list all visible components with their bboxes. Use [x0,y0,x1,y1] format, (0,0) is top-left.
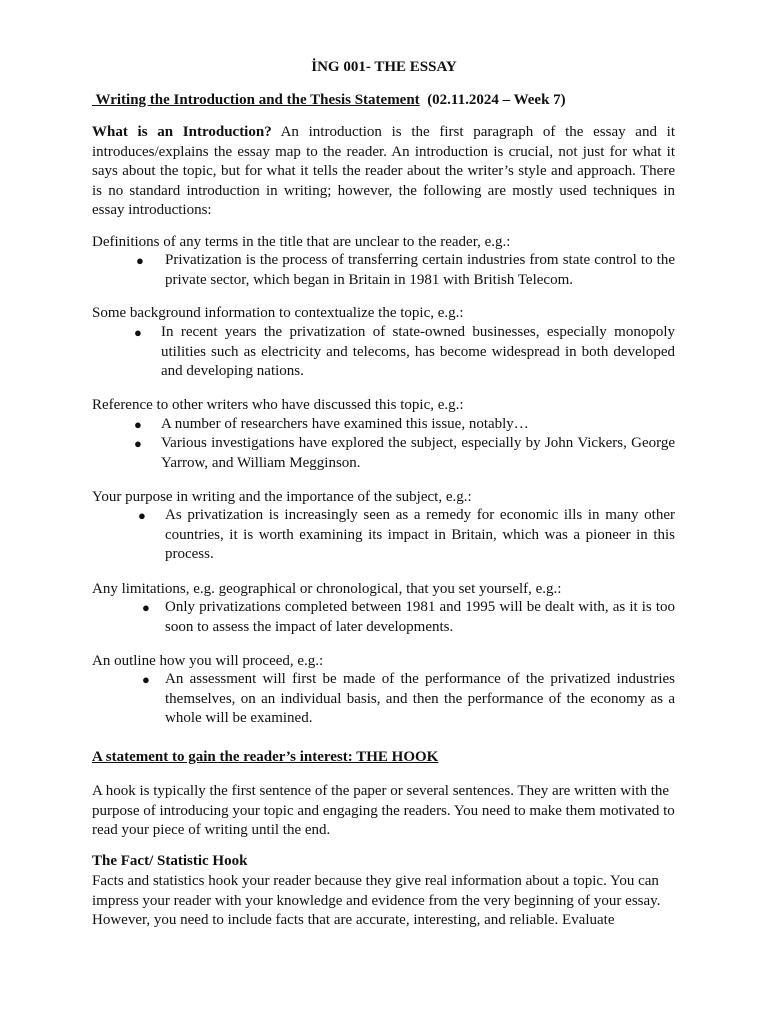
intro-text: An introduction is the first paragraph of the essay and it introduces/explains the essay map to the reader. An introduction is crucial, not just for what it says about the topic, but for what it tells the reader about the writer’s style and approach. There is no standard introduction in writing; however, the following are mostly used techniques in essay introductions: [92,124,675,218]
fact-heading: The Fact/ Statistic Hook [92,853,248,869]
hook-paragraph: A hook is typically the first sentence of the paper or several sentences. They are written with the purpose of introducing your topic and engaging the readers. You need to make them motivated to read your piece of writing until the end. [92,783,675,838]
bullet-dot: ● [134,417,142,432]
section-label-outline: An outline how you will proceed, e.g.: [92,653,324,669]
bullet-dot: ● [142,672,150,687]
hook-heading: A statement to gain the reader’s interest: THE HOOK [92,749,439,765]
intro-lead: What is an Introduction? [92,124,272,140]
section-label-references: Reference to other writers who have discussed this topic, e.g.: [92,397,464,413]
section-label-limitations: Any limitations, e.g. geographical or chronological, that you set yourself, e.g.: [92,581,562,597]
bullet-item: As privatization is increasingly seen as a remedy for economic ills in many other countries, it is worth examining its impact in Britain, which was a pioneer in this process. [165,507,675,562]
fact-paragraph: Facts and statistics hook your reader because they give real information about a topic. You can impress your reader with your knowledge and evidence from the very beginning of your essay. However, you need to include facts that are accurate, interesting, and reliable. Evaluate [92,873,661,928]
intro-paragraph [92,123,675,221]
section-label-definitions: Definitions of any terms in the title that are unclear to the reader, e.g.: [92,234,511,250]
document-subtitle [92,91,566,110]
subtitle-date: (02.11.2024 – Week 7) [419,92,566,108]
bullet-item: An assessment will first be made of the performance of the privatized industries themselves, on an individual basis, and then the performance of the economy as a whole will be examined. [165,671,675,726]
bullet-item: Privatization is the process of transferring certain industries from state control to the private sector, which began in Britain in 1981 with British Telecom. [165,252,675,288]
bullet-dot: ● [134,325,142,340]
bullet-dot: ● [134,436,142,451]
bullet-dot: ● [138,508,146,523]
section-label-purpose: Your purpose in writing and the importance of the subject, e.g.: [92,489,472,505]
bullet-dot: ● [142,600,150,615]
bullet-dot: ● [136,253,144,268]
subtitle-text: Writing the Introduction and the Thesis Statement [92,92,420,108]
document-title: İNG 001- THE ESSAY [311,59,457,75]
bullet-item: In recent years the privatization of state-owned businesses, especially monopoly utilities such as electricity and telecoms, has become widespread in both developed and developing nations. [161,324,675,379]
section-label-background: Some background information to contextualize the topic, e.g.: [92,305,464,321]
bullet-item: Various investigations have explored the subject, especially by John Vickers, George Yarrow, and William Megginson. [161,435,675,471]
bullet-item: A number of researchers have examined this issue, notably… [161,416,529,432]
bullet-item: Only privatizations completed between 1981 and 1995 will be dealt with, as it is too soon to assess the impact of later developments. [165,599,675,635]
